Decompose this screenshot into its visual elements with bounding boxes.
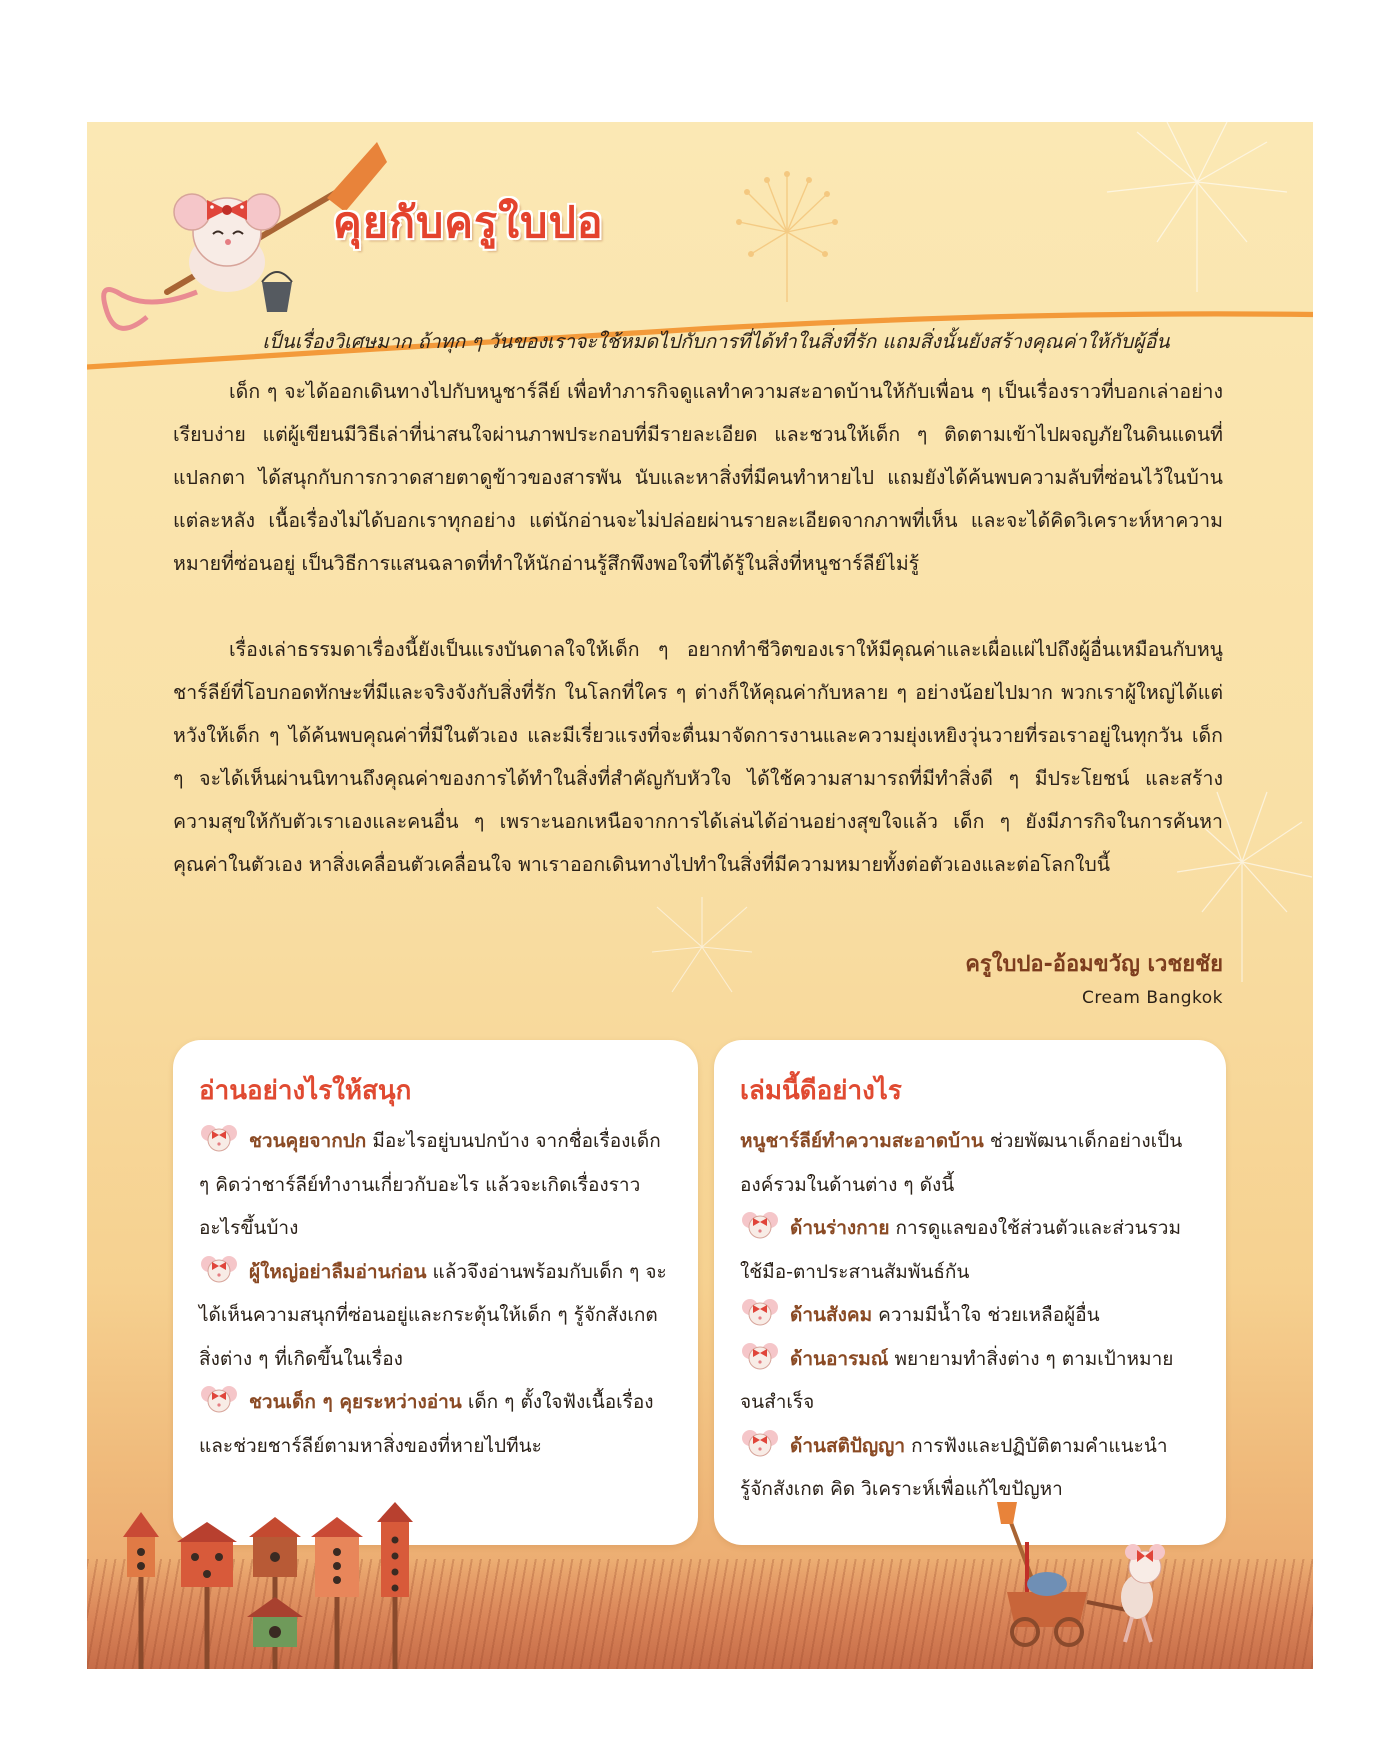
benefits-lead-text: ช่วยพัฒนาเด็กอย่างเป็นองค์รวมในด้านต่าง ๆ ดังนี้ (740, 1130, 1183, 1196)
tip-3-heading: ชวนเด็ก ๆ คุยระหว่างอ่าน (249, 1391, 462, 1413)
book-benefits-body (740, 1120, 1190, 1512)
mouse-bullet-icon (199, 1384, 239, 1414)
paragraph-2: เรื่องเล่าธรรมดาเรื่องนี้ยังเป็นแรงบันดาลใจให้เด็ก ๆ อยากทำชีวิตของเราให้มีคุณค่าและเผื่อแผ่ไปถึงผู้อื่นเหมือนกับหนูชาร์ลีย์ที่โอบกอดทักษะที่มีและจริงจังกับสิ่งที่รัก ในโลกที่ใคร ๆ ต่างก็ให้คุณค่ากับหลาย ๆ อย่างน้อยไปมาก พวกเราผู้ใหญ่ได้แต่หวังให้เด็ก ๆ ได้ค้นพบคุณค่าที่มีในตัวเอง และมีเรี่ยวแรงที่จะตื่นมาจัดการงานและความยุ่งเหยิงวุ่นวายที่รอเราอยู่ในทุกวัน เด็ก ๆ จะได้เห็นผ่านนิทานถึงคุณค่าของการได้ทำในสิ่งที่สำคัญกับหัวใจ ได้ใช้ความสามารถที่มีทำสิ่งดี ๆ มีประโยชน์ และสร้างความสุขให้กับตัวเราเองและคนอื่น ๆ เพราะนอกเหนือจากการได้เล่นได้อ่านอย่างสุขใจแล้ว เด็ก ๆ ยังมีภารกิจในการค้นหาคุณค่าในตัวเอง หาสิ่งเคลื่อนตัวเคลื่อนใจ พาเราออกเดินทางไปทำในสิ่งที่มีความหมายทั้งต่อตัวเองและต่อโลกใบนี้ (173, 638, 1223, 876)
benefit-1-text: การดูแลของใช้ส่วนตัวและส่วนรวม ใช้มือ-ตาประสานสัมพันธ์กัน (740, 1217, 1181, 1283)
tip-1-text: มีอะไรอยู่บนปกบ้าง จากชื่อเรื่องเด็ก ๆ คิดว่าชาร์ลีย์ทำงานเกี่ยวกับอะไร แล้วจะเกิดเรื่องราวอะไรขึ้นบ้าง (199, 1130, 661, 1239)
benefit-3-text: พยายามทำสิ่งต่าง ๆ ตามเป้าหมายจนสำเร็จ (740, 1347, 1174, 1413)
reading-tips-title: อ่านอย่างไรให้สนุก (199, 1076, 412, 1106)
mouse-bullet-icon (199, 1254, 239, 1284)
mouse-bullet-icon (740, 1341, 780, 1371)
mouse-bullet-icon (740, 1210, 780, 1240)
mouse-bullet-icon (740, 1297, 780, 1327)
mouse-with-cart-illustration (967, 1502, 1187, 1652)
benefit-1-heading: ด้านร่างกาย (790, 1217, 890, 1239)
author-organization: Cream Bangkok (1082, 988, 1223, 1008)
mouse-bullet-icon (740, 1428, 780, 1458)
tip-1-heading: ชวนคุยจากปก (249, 1130, 367, 1152)
dandelion-decoration (647, 892, 757, 1002)
benefit-3-heading: ด้านอารมณ์ (790, 1347, 889, 1370)
benefit-2-heading: ด้านสังคม (790, 1304, 873, 1326)
birdhouse-illustration (115, 1502, 435, 1669)
book-benefits-box (714, 1040, 1226, 1545)
tip-2-text: แล้วจึงอ่านพร้อมกับเด็ก ๆ จะได้เห็นความสนุกที่ซ่อนอยู่และกระตุ้นให้เด็ก ๆ รู้จักสังเกตสิ่งต่าง ๆ ที่เกิดขึ้นในเรื่อง (199, 1260, 667, 1370)
tip-3-text: เด็ก ๆ ตั้งใจฟังเนื้อเรื่องและช่วยชาร์ลีย์ตามหาสิ่งของที่หายไปทีนะ (199, 1391, 654, 1457)
benefits-lead-bold: หนูชาร์ลีย์ทำความสะอาดบ้าน (740, 1130, 984, 1152)
benefit-2-text: ความมีน้ำใจ ช่วยเหลือผู้อื่น (878, 1304, 1100, 1326)
author-name: ครูใบปอ-อ้อมขวัญ เวชยชัย (965, 952, 1223, 977)
tip-2-heading: ผู้ใหญ่อย่าลืมอ่านก่อน (249, 1260, 427, 1283)
reading-tips-body (199, 1120, 674, 1468)
page-title: คุยกับครูใบปอ (333, 198, 604, 248)
paragraph-1: เด็ก ๆ จะได้ออกเดินทางไปกับหนูชาร์ลีย์ เพื่อทำภารกิจดูแลทำความสะอาดบ้านให้กับเพื่อน ๆ เป็นเรื่องราวที่บอกเล่าอย่างเรียบง่าย แต่ผู้เขียนมีวิธีเล่าที่น่าสนใจผ่านภาพประกอบที่มีรายละเอียด และชวนให้เด็ก ๆ ติดตามเข้าไปผจญภัยในดินแดนที่แปลกตา ได้สนุกกับการกวาดสายตาดูข้าวของสารพัน นับและหาสิ่งที่มีคนทำหายไป แถมยังได้ค้นพบความลับที่ซ่อนไว้ในบ้านแต่ละหลัง เนื้อเรื่องไม่ได้บอกเราทุกอย่าง แต่นักอ่านจะไม่ปล่อยผ่านรายละเอียดจากภาพที่เห็น และจะได้คิดวิเคราะห์หาความหมายที่ซ่อนอยู่ เป็นวิธีการแสนฉลาดที่ทำให้นักอ่านรู้สึกพึงพอใจที่ได้รู้ในสิ่งที่หนูชาร์ลีย์ไม่รู้ (173, 380, 1223, 575)
benefit-4-text: การฟังและปฏิบัติตามคำแนะนำ รู้จักสังเกต คิด วิเคราะห์เพื่อแก้ไขปัญหา (740, 1434, 1168, 1500)
mouse-bullet-icon (199, 1123, 239, 1153)
reading-tips-box (173, 1040, 698, 1545)
page-panel (87, 122, 1313, 1669)
intro-quote: เป็นเรื่องวิเศษมาก ถ้าทุก ๆ วันของเราจะใช้หมดไปกับการที่ได้ทำในสิ่งที่รัก แถมสิ่งนั้นยังสร้างคุณค่าให้กับผู้อื่น (262, 330, 1170, 353)
book-benefits-title: เล่มนี้ดีอย่างไร (740, 1076, 902, 1106)
benefit-4-heading: ด้านสติปัญญา (790, 1434, 906, 1457)
